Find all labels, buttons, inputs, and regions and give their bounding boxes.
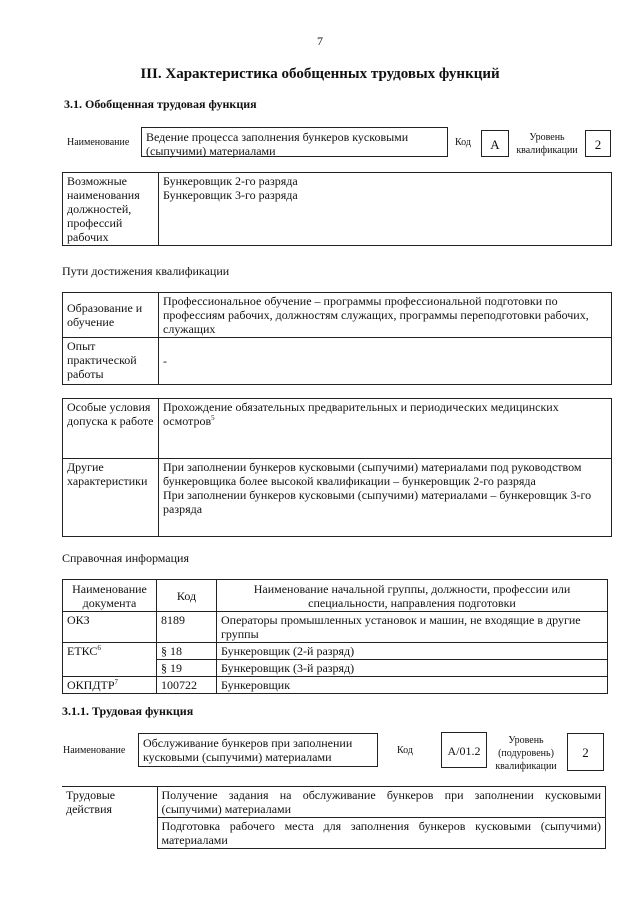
tf-name-value: Обслуживание бункеров при заполнении кусковыми (сыпучими) материалами [143, 736, 353, 764]
reference-code: 8189 [157, 612, 217, 643]
reference-table [62, 579, 608, 694]
experience-value: - [159, 338, 612, 385]
paths-table [62, 292, 612, 385]
gtf-code-box [481, 130, 509, 157]
tf-name-label: Наименование [63, 745, 126, 756]
reference-name: Бункеровщик (3-й разряд) [217, 660, 608, 677]
positions-label: Возможные наименования должностей, профессий рабочих [63, 173, 159, 246]
actions-table [62, 786, 606, 849]
other-characteristics-label: Другие характеристики [63, 459, 159, 537]
reference-code: 100722 [157, 677, 217, 694]
gtf-name-box [141, 127, 448, 157]
reference-doc: ОКПДТР$^7$ [63, 677, 157, 694]
special-conditions-value: Прохождение обязательных предварительных и периодических медицинских осмотров [163, 400, 559, 428]
action-item: Получение задания на обслуживание бункеров при заполнении кусковыми (сыпучими) материалами [157, 787, 606, 818]
footnote-marker: 7 [114, 678, 119, 686]
reference-col-name: Наименование начальной группы, должности, профессии или специальности, направления подготовки [217, 580, 608, 612]
other-characteristic-item: При заполнении бункеров кусковыми (сыпучими) материалами – бункеровщик 3-го разряда [163, 488, 592, 516]
footnote-marker: 6 [97, 644, 101, 652]
reference-col-doc: Наименование документа [63, 580, 157, 612]
positions-table [62, 172, 612, 246]
tf-level-value: 2 [582, 745, 589, 760]
gtf-code-label: Код [455, 137, 471, 148]
gtf-code-value: А [490, 137, 500, 152]
gtf-name-value: Ведение процесса заполнения бункеров кусковыми (сыпучими) материалами [146, 130, 409, 158]
reference-name: Операторы промышленных установок и машин, не входящие в другие группы [217, 612, 608, 643]
tf-code-label: Код [397, 745, 413, 756]
paths-heading: Пути достижения квалификации [62, 264, 230, 278]
reference-code: § 19 [157, 660, 217, 677]
other-characteristic-item: При заполнении бункеров кусковыми (сыпучими) материалами под руководством бункеровщика более высокой квалификации – бункеровщик 2-го разряда [163, 460, 582, 488]
gtf-level-label: Уровень квалификации [516, 132, 578, 156]
reference-name: Бункеровщик (2-й разряд) [217, 643, 608, 660]
gtf-heading: 3.1. Обобщенная трудовая функция [64, 97, 257, 111]
position-item: Бункеровщик 2-го разряда [163, 174, 298, 188]
reference-code: § 18 [157, 643, 217, 660]
reference-heading: Справочная информация [62, 551, 189, 565]
position-item: Бункеровщик 3-го разряда [163, 188, 298, 202]
reference-col-code: Код [157, 580, 217, 612]
footnote-marker: 5 [211, 414, 215, 422]
tf-level-label: Уровень (подуровень) квалификации [495, 735, 557, 772]
action-item: Подготовка рабочего места для заполнения бункеров кусковыми (сыпучими) материалами [157, 818, 606, 849]
special-conditions-label: Особые условия допуска к работе [63, 399, 159, 459]
page-number: 7 [317, 34, 323, 48]
education-label: Образование и обучение [63, 293, 159, 338]
reference-doc: ОКЗ [63, 612, 157, 643]
tf-code-value: А/01.2 [447, 744, 481, 758]
reference-name: Бункеровщик [217, 677, 608, 694]
education-value: Профессиональное обучение – программы профессиональной подготовки по профессиям рабочих, должностям служащих, программы переподготовки рабочих, служащих [159, 293, 612, 338]
actions-label: Трудовые действия [62, 787, 157, 849]
tf-name-box [138, 733, 378, 767]
positions-values [159, 173, 612, 246]
reference-doc: ЕТКС$^6$ [63, 643, 157, 677]
tf-code-box [441, 732, 487, 768]
tf-heading: 3.1.1. Трудовая функция [62, 704, 194, 718]
tf-level-box [567, 733, 604, 771]
section-title: III. Характеристика обобщенных трудовых функций [140, 66, 500, 82]
conditions-table [62, 398, 612, 537]
gtf-level-value: 2 [594, 137, 602, 152]
gtf-name-label: Наименование [67, 137, 130, 148]
gtf-level-box [585, 130, 611, 157]
experience-label: Опыт практической работы [63, 338, 159, 385]
